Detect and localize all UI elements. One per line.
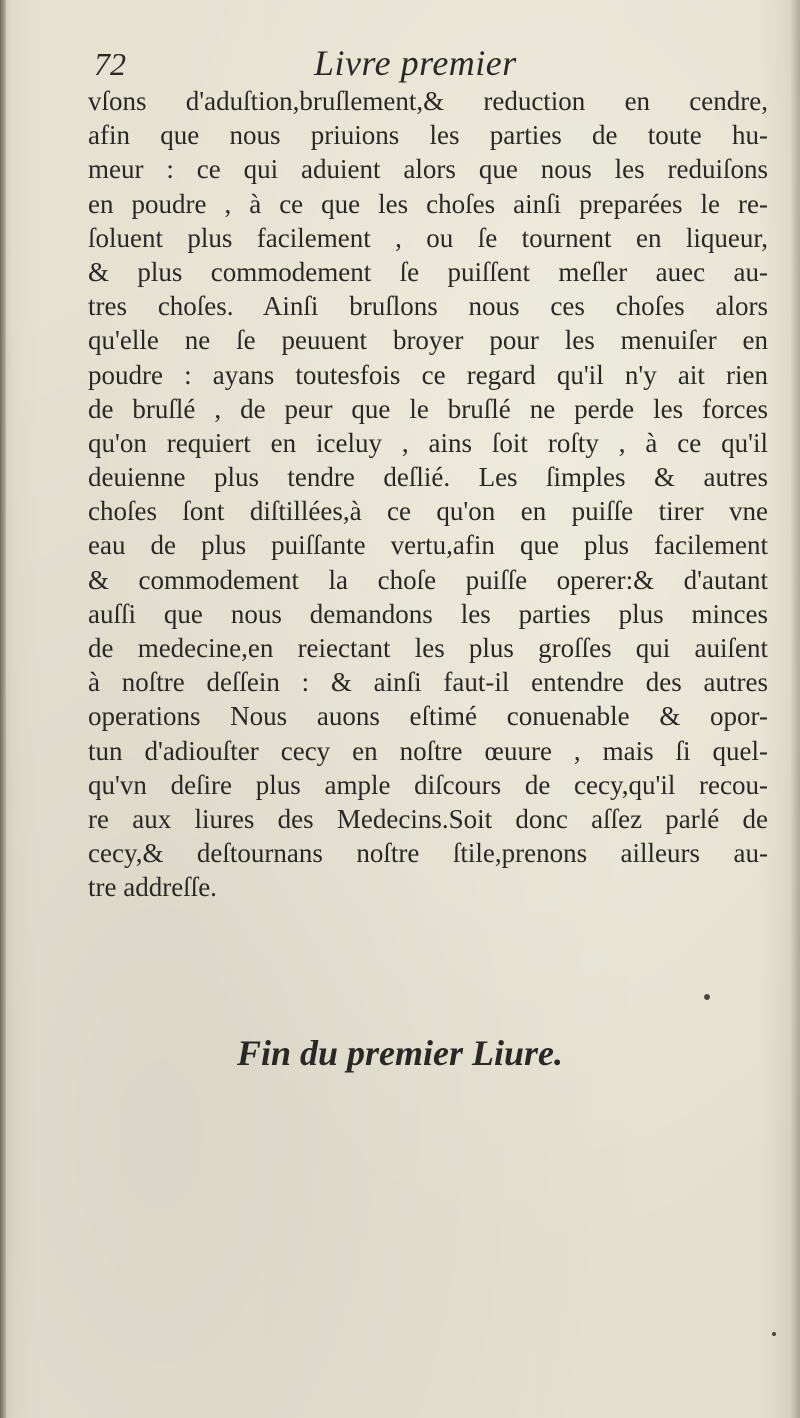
text-line: meur : ce qui aduient alors que nous les reduiſons — [88, 154, 768, 185]
text-line: en poudre , à ce que les choſes ainſi preparées le re- — [88, 188, 768, 219]
text-line: & plus commodement ſe puiſſent meſler auec au- — [88, 256, 768, 287]
text-line: auſſi que nous demandons les parties plus minces — [88, 598, 768, 629]
text-line: afin que nous priuions les parties de toute hu- — [88, 120, 768, 151]
binding-edge — [0, 0, 6, 1418]
text-line: tres choſes. Ainſi bruſlons nous ces choſes alors — [88, 291, 768, 322]
text-line: cecy,& deſtournans noſtre ſtile,prenons ailleurs au- — [88, 838, 768, 869]
text-line: deuienne plus tendre deſlié. Les ſimples & autres — [88, 462, 768, 493]
text-line: de bruſlé , de peur que le bruſlé ne perde les forces — [88, 393, 768, 424]
running-head: Livre premier — [314, 43, 517, 83]
text-line: choſes ſont diſtillées,à ce qu'on en puiſſe tirer vne — [88, 496, 768, 527]
text-line: qu'elle ne ſe peuuent broyer pour les menuiſer en — [88, 325, 768, 356]
text-line: & commodement la choſe puiſſe operer:& d'autant — [88, 564, 768, 595]
text-line: poudre : ayans toutesfois ce regard qu'il n'y ait rien — [88, 359, 768, 390]
text-line: ſoluent plus facilement , ou ſe tournent en liqueur, — [88, 222, 768, 253]
body-text — [88, 84, 768, 905]
text-line: eau de plus puiſſante vertu,afin que plus facilement — [88, 530, 768, 561]
text-line: à noſtre deſſein : & ainſi faut-il entendre des autres — [88, 667, 768, 698]
text-line: qu'on requiert en iceluy , ains ſoit roſty , à ce qu'il — [88, 427, 768, 458]
chapter-end-colophon: Fin du premier Liure. — [236, 1033, 564, 1073]
page-number: 72 — [94, 46, 126, 82]
text-line: tre addreſſe. — [88, 872, 217, 903]
text-line: qu'vn deſire plus ample diſcours de cecy,qu'il recou- — [88, 769, 768, 800]
ink-speck — [704, 994, 710, 1000]
text-line: operations Nous auons eſtimé conuenable & opor- — [88, 701, 768, 732]
ink-speck — [772, 1332, 776, 1336]
text-line: vſons d'aduſtion,bruſlement,& reduction en cendre, — [88, 86, 768, 116]
page-edge-shadow — [790, 0, 800, 1418]
text-line: re aux liures des Medecins.Soit donc aſſez parlé de — [88, 803, 768, 834]
text-line: de medecine,en reiectant les plus groſſes qui auiſent — [88, 633, 768, 663]
text-line: tun d'adiouſter cecy en noſtre œuure , mais ſi quel- — [88, 735, 768, 766]
